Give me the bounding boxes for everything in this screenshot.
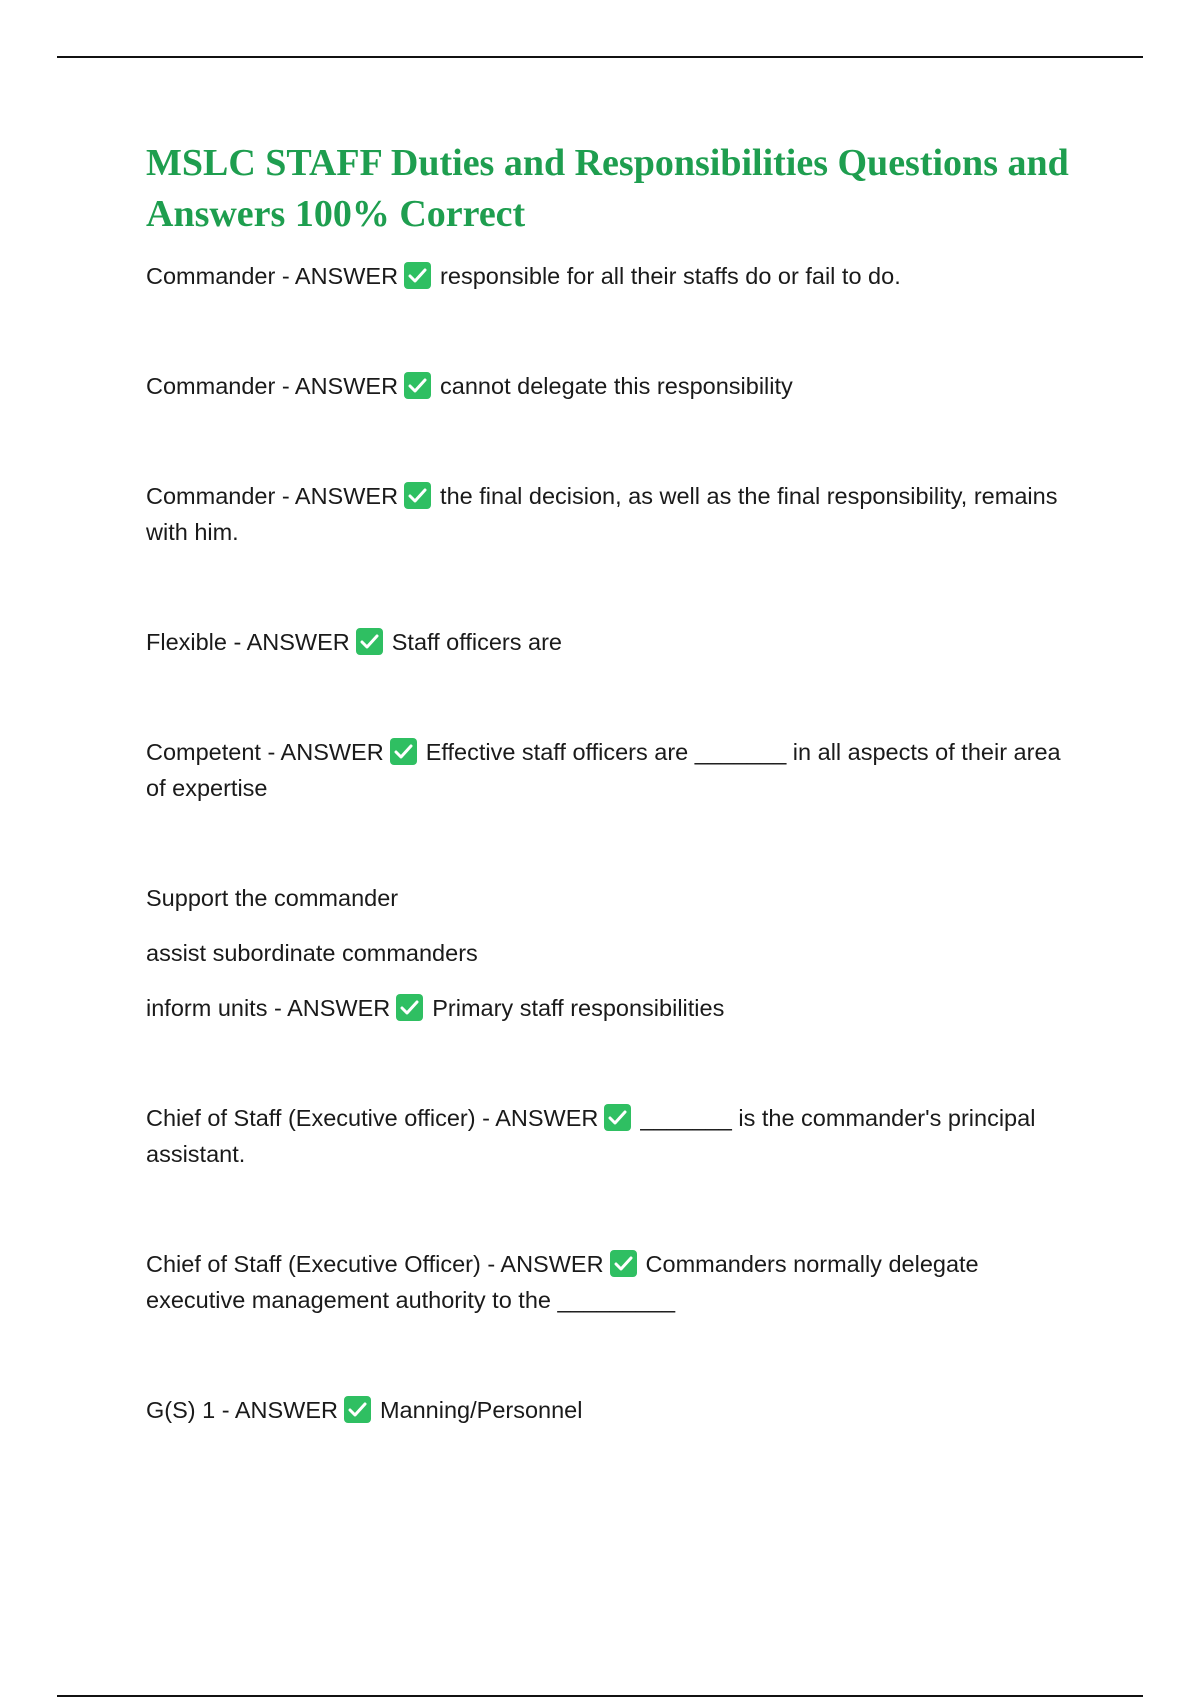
header-rule: [57, 56, 1143, 58]
answer-label: ANSWER: [495, 1105, 599, 1131]
qa-term: G(S) 1: [146, 1397, 216, 1423]
qa-term: inform units: [146, 995, 268, 1021]
qa-item: Commander - ANSWER cannot delegate this responsibility: [146, 373, 793, 399]
check-mark-icon: [396, 994, 423, 1021]
qa-term: Flexible: [146, 629, 227, 655]
qa-definition: cannot delegate this responsibility: [440, 373, 793, 399]
qa-term: Chief of Staff (Executive officer): [146, 1105, 476, 1131]
check-mark-icon: [356, 628, 383, 655]
qa-item: Flexible - ANSWER Staff officers are: [146, 629, 562, 655]
check-mark-icon: [404, 262, 431, 289]
check-mark-icon: [344, 1396, 371, 1423]
answer-label: ANSWER: [294, 263, 399, 289]
qa-definition: responsible for all their staffs do or fail to do.: [440, 263, 901, 289]
qa-item: G(S) 1 - ANSWER Manning/Personnel: [146, 1397, 583, 1423]
check-mark-icon: [604, 1104, 631, 1131]
qa-item: Commander - ANSWER responsible for all their staffs do or fail to do.: [146, 263, 901, 289]
qa-definition: _______ is the commander's principal assistant.: [146, 1105, 1036, 1167]
qa-definition: Primary staff responsibilities: [432, 995, 725, 1021]
qa-definition: Manning/Personnel: [379, 1397, 583, 1423]
qa-item: Support the commander assist subordinate commanders inform units - ANSWER Primary staff responsibilities: [146, 880, 1076, 1026]
qa-item: Competent - ANSWER Effective staff officers are _______ in all aspects of their area of expertise: [146, 739, 1061, 801]
qa-definition: Effective staff officers are _______ in all aspects of their area of expertise: [146, 739, 1061, 801]
qa-term-line: assist subordinate commanders: [146, 940, 478, 966]
qa-item: Chief of Staff (Executive Officer) - ANSWER Commanders normally delegate executive management authority to the _________: [146, 1251, 979, 1313]
footer-rule: [57, 1695, 1143, 1697]
answer-label: ANSWER: [500, 1251, 604, 1277]
answer-label: ANSWER: [246, 629, 350, 655]
check-mark-icon: [404, 372, 431, 399]
qa-item: Chief of Staff (Executive officer) - ANSWER _______ is the commander's principal assistant.: [146, 1105, 1036, 1167]
answer-label: ANSWER: [287, 995, 391, 1021]
qa-term: Chief of Staff (Executive Officer): [146, 1251, 481, 1277]
answer-label: ANSWER: [280, 739, 384, 765]
document-title: MSLC STAFF Duties and Responsibilities Questions and Answers 100% Correct: [146, 142, 1069, 235]
answer-label: ANSWER: [234, 1397, 338, 1423]
qa-term: Commander: [146, 373, 276, 399]
answer-label: ANSWER: [294, 483, 399, 509]
document-body: [146, 138, 1076, 1428]
answer-label: ANSWER: [294, 373, 399, 399]
qa-term: Commander: [146, 483, 276, 509]
qa-definition: the final decision, as well as the final responsibility, remains with him.: [146, 483, 1058, 545]
qa-item: Commander - ANSWER the final decision, as well as the final responsibility, remains with him.: [146, 483, 1058, 545]
check-mark-icon: [404, 482, 431, 509]
check-mark-icon: [610, 1250, 637, 1277]
qa-term-line: Support the commander: [146, 885, 399, 911]
qa-definition: Commanders normally delegate executive management authority to the _________: [146, 1251, 979, 1313]
qa-term: Competent: [146, 739, 261, 765]
qa-term: Commander: [146, 263, 276, 289]
qa-definition: Staff officers are: [391, 629, 562, 655]
check-mark-icon: [390, 738, 417, 765]
